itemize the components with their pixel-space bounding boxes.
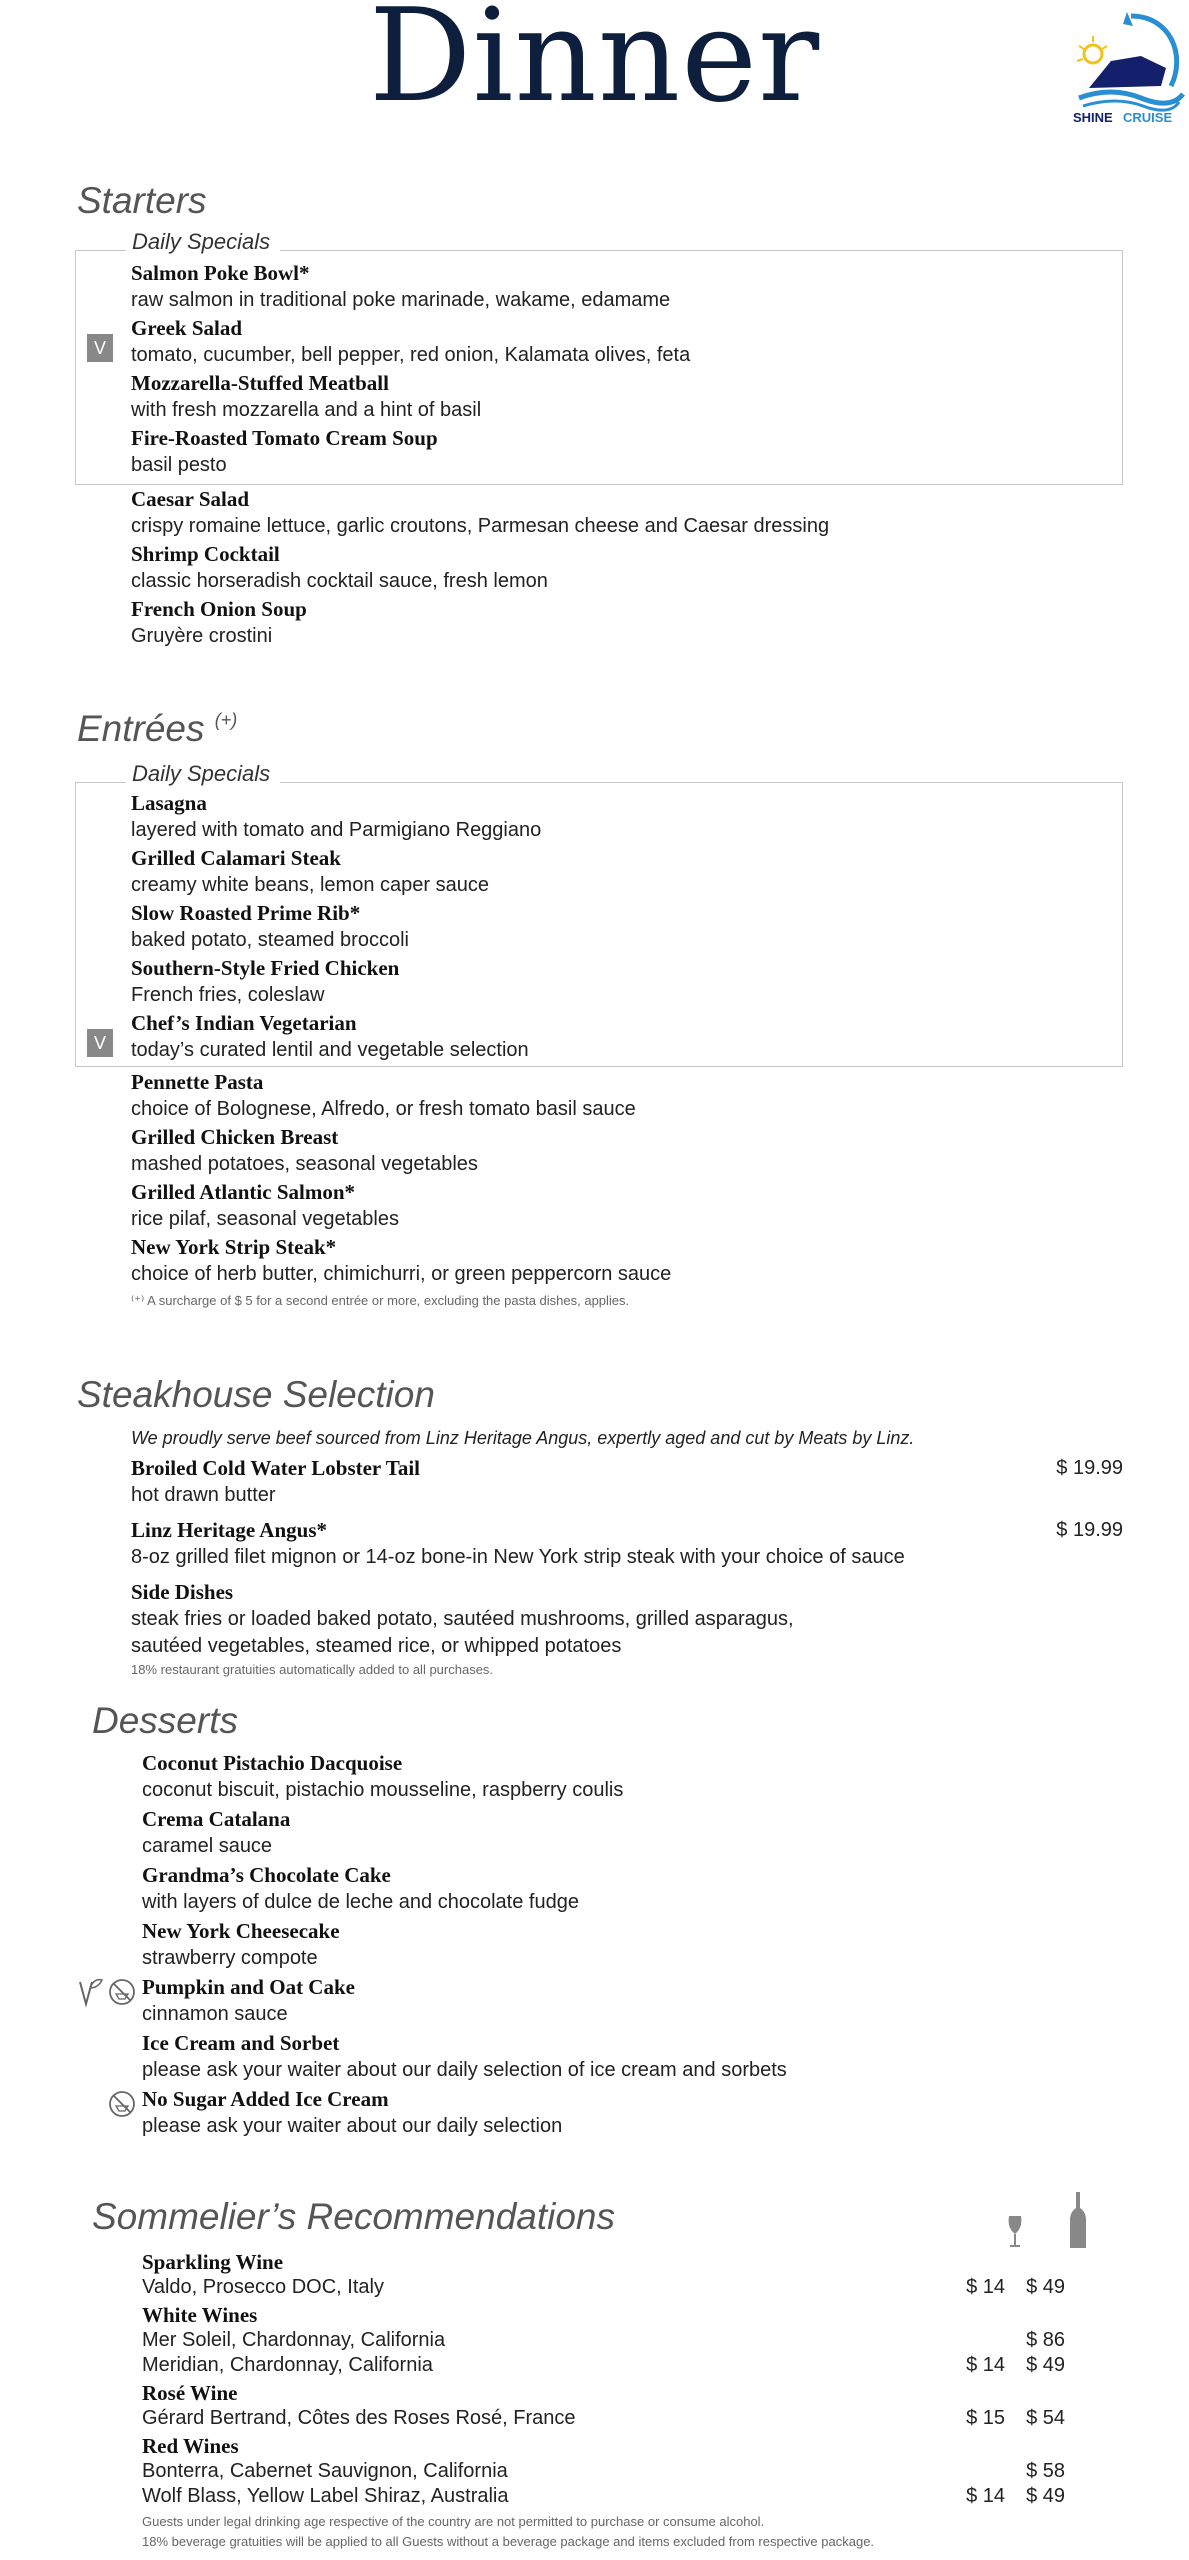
item-description: layered with tomato and Parmigiano Reggiano: [131, 819, 542, 841]
menu-item: [142, 2030, 1123, 2084]
menu-item: [93, 315, 1123, 369]
glass-price: $ 14: [966, 2485, 1005, 2507]
menu-item: [142, 1750, 1123, 1804]
restaurant-gratuity-note: 18% restaurant gratuities automatically added to all purchases.: [131, 1662, 494, 1677]
item-price: $ 19.99: [1056, 1457, 1123, 1479]
item-description: please ask your waiter about our daily selection of ice cream and sorbets: [142, 2059, 787, 2081]
item-description: caramel sauce: [142, 1835, 273, 1857]
item-description: hot drawn butter: [131, 1484, 276, 1506]
item-description: with layers of dulce de leche and chocolate fudge: [142, 1891, 579, 1913]
desserts-list: [142, 1750, 1123, 2142]
steakhouse-list: [131, 1455, 1123, 1680]
wine-glass-icon: [1006, 2216, 1024, 2248]
item-name: Slow Roasted Prime Rib*: [131, 901, 361, 925]
wine-group-name: Red Wines: [142, 2434, 239, 2458]
daily-specials-label: Daily Specials: [126, 761, 280, 787]
entrees-heading: [77, 708, 237, 750]
menu-item: [131, 1069, 1123, 1123]
page-title: Dinner: [368, 0, 821, 131]
menu-item: [131, 900, 1123, 954]
item-name: Coconut Pistachio Dacquoise: [142, 1751, 403, 1775]
wine-label: Bonterra, Cabernet Sauvignon, California: [142, 2460, 508, 2482]
item-name: Linz Heritage Angus*: [131, 1518, 328, 1542]
menu-item: [93, 1010, 1123, 1064]
wine-group-name: Rosé Wine: [142, 2381, 238, 2405]
item-name: Pennette Pasta: [131, 1070, 264, 1094]
item-description: creamy white beans, lemon caper sauce: [131, 874, 489, 896]
wine-row: [142, 2275, 1123, 2300]
vegan-icon: [76, 1976, 104, 2008]
menu-item: [142, 1806, 1123, 1860]
item-name: Salmon Poke Bowl*: [131, 261, 310, 285]
item-name: French Onion Soup: [131, 597, 307, 621]
menu-item: [131, 1517, 1123, 1571]
wine-group: [142, 2303, 1123, 2378]
item-name: Caesar Salad: [131, 487, 250, 511]
wine-group: [142, 2250, 1123, 2300]
wine-label: Meridian, Chardonnay, California: [142, 2354, 433, 2376]
menu-item: [131, 1234, 1123, 1288]
wine-note: Guests under legal drinking age respective of the country are not permitted to purchase or consume alcohol.: [142, 2514, 765, 2529]
item-name: Side Dishes: [131, 1580, 234, 1604]
steakhouse-intro: We proudly serve beef sourced from Linz Heritage Angus, expertly aged and cut by Meats by Linz.: [131, 1428, 915, 1448]
item-description: tomato, cucumber, bell pepper, red onion, Kalamata olives, feta: [131, 344, 691, 366]
vegetarian-badge: V: [87, 1029, 113, 1057]
item-description: basil pesto: [131, 454, 227, 476]
menu-item: [131, 260, 1123, 314]
menu-item: [131, 955, 1123, 1009]
entrees-specials-list: [93, 790, 1123, 1065]
item-description: choice of Bolognese, Alfredo, or fresh tomato basil sauce: [131, 1098, 636, 1120]
item-name: Shrimp Cocktail: [131, 542, 280, 566]
menu-item: [142, 1918, 1123, 1972]
item-name: Greek Salad: [131, 316, 243, 340]
vegetarian-badge: V: [87, 334, 113, 362]
bottle-price: $ 49: [1026, 2276, 1065, 2298]
wine-group: [142, 2434, 1123, 2509]
item-description: strawberry compote: [142, 1947, 318, 1969]
item-description: Gruyère crostini: [131, 625, 273, 647]
item-name: Chef’s Indian Vegetarian: [131, 1011, 357, 1035]
item-name: Fire-Roasted Tomato Cream Soup: [131, 426, 438, 450]
bottle-price: $ 86: [1026, 2329, 1065, 2351]
menu-item: [142, 2086, 1123, 2140]
menu-item: [131, 1455, 1123, 1509]
item-description: today’s curated lentil and vegetable selection: [131, 1039, 529, 1061]
menu-item: [131, 596, 1123, 650]
menu-item: [131, 1179, 1123, 1233]
wine-list: [142, 2250, 1123, 2552]
item-description: please ask your waiter about our daily selection: [142, 2115, 563, 2137]
bottle-price: $ 49: [1026, 2485, 1065, 2507]
menu-item: [131, 790, 1123, 844]
wines-heading: Sommelier’s Recommendations: [92, 2196, 616, 2237]
wine-row: [142, 2459, 1123, 2484]
starters-heading: Starters: [77, 180, 207, 221]
menu-item: [131, 1124, 1123, 1178]
wine-row: [142, 2353, 1123, 2378]
item-description: baked potato, steamed broccoli: [131, 929, 409, 951]
item-name: Ice Cream and Sorbet: [142, 2031, 340, 2055]
surcharge-mark: (+): [214, 710, 238, 730]
item-description: classic horseradish cocktail sauce, fresh lemon: [131, 570, 548, 592]
glass-price: $ 15: [966, 2407, 1005, 2429]
bottle-price: $ 54: [1026, 2407, 1065, 2429]
item-name: Grandma’s Chocolate Cake: [142, 1863, 391, 1887]
item-description: coconut biscuit, pistachio mousseline, raspberry coulis: [142, 1779, 624, 1801]
item-name: New York Strip Steak*: [131, 1235, 337, 1259]
menu-item: [131, 370, 1123, 424]
wine-label: Wolf Blass, Yellow Label Shiraz, Australia: [142, 2485, 509, 2507]
entrees-items-list: [131, 1069, 1123, 1289]
menu-item: [142, 1862, 1123, 1916]
item-name: Southern-Style Fried Chicken: [131, 956, 400, 980]
entrees-heading-text: Entrées: [77, 708, 205, 749]
surcharge-footnote: ⁽⁺⁾ A surcharge of $ 5 for a second entrée or more, excluding the pasta dishes, applies.: [131, 1293, 630, 1308]
wine-notes: [142, 2512, 1123, 2552]
menu-item: [142, 1974, 1123, 2028]
item-name: New York Cheesecake: [142, 1919, 340, 1943]
item-description: French fries, coleslaw: [131, 984, 325, 1006]
starters-items-list: [131, 486, 1123, 651]
item-description: cinnamon sauce: [142, 2003, 288, 2025]
svg-text:SHINE: SHINE: [1073, 110, 1113, 124]
daily-specials-label: Daily Specials: [126, 229, 280, 255]
item-name: Grilled Calamari Steak: [131, 846, 341, 870]
wine-label: Valdo, Prosecco DOC, Italy: [142, 2276, 384, 2298]
menu-item: [131, 541, 1123, 595]
starters-specials-list: [93, 260, 1123, 480]
wine-note: 18% beverage gratuities will be applied to all Guests without a beverage package and items excluded from respective package.: [142, 2534, 875, 2549]
item-name: Mozzarella-Stuffed Meatball: [131, 371, 389, 395]
bottle-price: $ 58: [1026, 2460, 1065, 2482]
no-sugar-icon: [108, 2088, 136, 2120]
item-description: choice of herb butter, chimichurri, or green peppercorn sauce: [131, 1263, 672, 1285]
item-name: Lasagna: [131, 791, 207, 815]
item-price: $ 19.99: [1056, 1519, 1123, 1541]
item-name: Grilled Atlantic Salmon*: [131, 1180, 356, 1204]
shine-cruise-logo: [1071, 6, 1187, 124]
item-description: 8-oz grilled filet mignon or 14-oz bone-in New York strip steak with your choice of sauce: [131, 1546, 905, 1568]
wine-row: [142, 2406, 1123, 2431]
wine-label: Gérard Bertrand, Côtes des Roses Rosé, France: [142, 2407, 576, 2429]
bottle-price: $ 49: [1026, 2354, 1065, 2376]
item-name: Pumpkin and Oat Cake: [142, 1975, 355, 1999]
item-description: with fresh mozzarella and a hint of basil: [131, 399, 482, 421]
wine-group-name: Sparkling Wine: [142, 2250, 284, 2274]
no-sugar-icon: [108, 1976, 136, 2008]
item-description: sautéed vegetables, steamed rice, or whipped potatoes: [131, 1635, 622, 1657]
item-description: crispy romaine lettuce, garlic croutons, Parmesan cheese and Caesar dressing: [131, 515, 830, 537]
desserts-heading: Desserts: [92, 1700, 238, 1741]
item-description: steak fries or loaded baked potato, sautéed mushrooms, grilled asparagus,: [131, 1608, 794, 1630]
menu-item: [131, 845, 1123, 899]
menu-item: [131, 486, 1123, 540]
wine-group: [142, 2381, 1123, 2431]
item-description: mashed potatoes, seasonal vegetables: [131, 1153, 478, 1175]
glass-price: $ 14: [966, 2276, 1005, 2298]
item-name: Crema Catalana: [142, 1807, 291, 1831]
item-name: No Sugar Added Ice Cream: [142, 2087, 389, 2111]
wine-label: Mer Soleil, Chardonnay, California: [142, 2329, 446, 2351]
glass-price: $ 14: [966, 2354, 1005, 2376]
item-name: Grilled Chicken Breast: [131, 1125, 339, 1149]
steakhouse-heading: Steakhouse Selection: [77, 1374, 435, 1415]
wine-group-name: White Wines: [142, 2303, 258, 2327]
svg-text:CRUISE: CRUISE: [1123, 110, 1173, 124]
wine-row: [142, 2484, 1123, 2509]
item-description: rice pilaf, seasonal vegetables: [131, 1208, 399, 1230]
menu-item: [131, 1579, 1123, 1660]
menu-item: [131, 425, 1123, 479]
item-name: Broiled Cold Water Lobster Tail: [131, 1456, 420, 1480]
item-description: raw salmon in traditional poke marinade, wakame, edamame: [131, 289, 671, 311]
wine-row: [142, 2328, 1123, 2353]
wine-bottle-icon: [1069, 2192, 1087, 2248]
